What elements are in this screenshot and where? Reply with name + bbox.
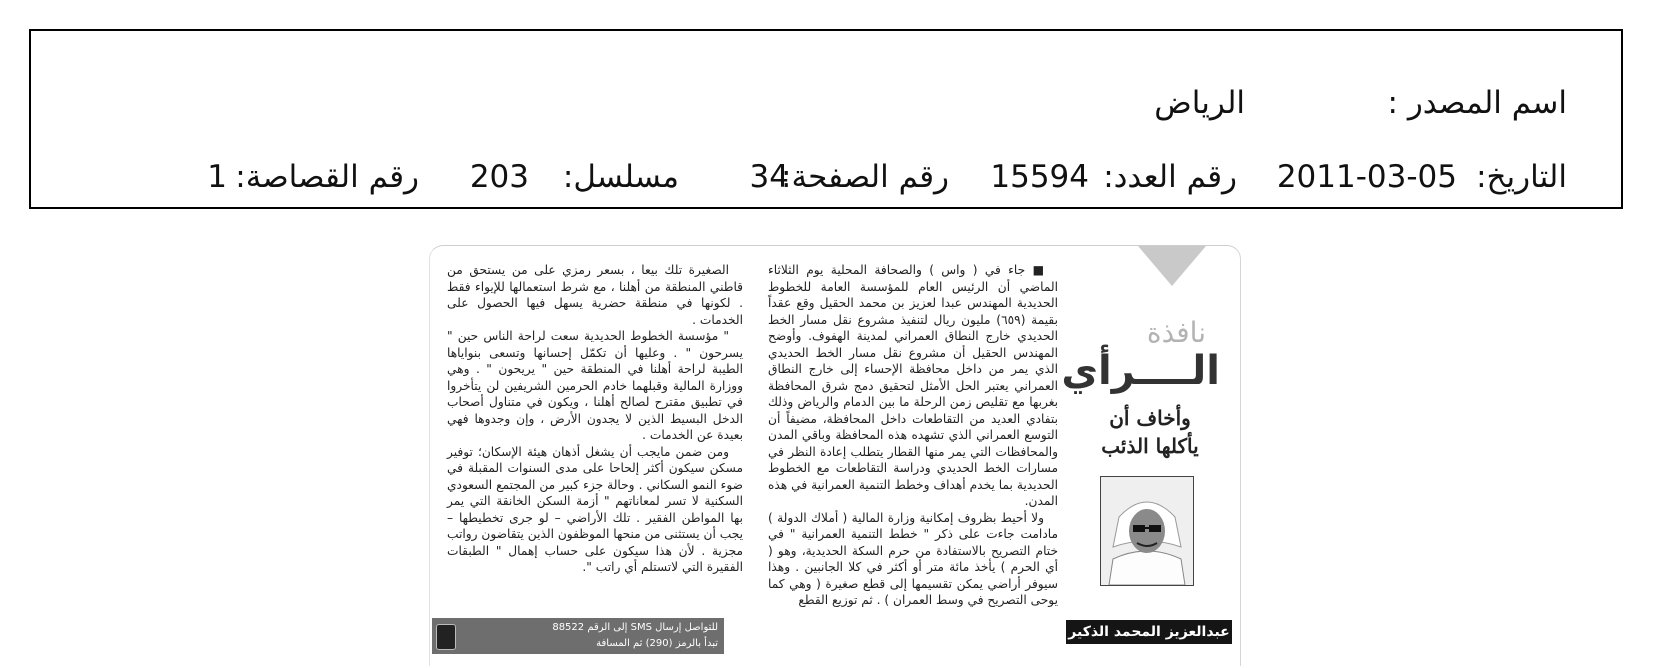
- serial-value: 203: [469, 159, 529, 195]
- paragraph: ولا أحيط بظروف إمكانية وزارة المالية ( أملاك الدولة ) مادامت جاءت على ذكر " خطط التنمية العمرانية " في ختام التصريح بالاستفادة من حرم السكة الحديدية، وهو ( أي الحرم ) يأخذ مائة متر أو أكثر في كلا الجانبين . وهذا سيوفر أراضي يمكن تقسيمها إلى قطع صغيرة ( وهي كما يوحى التصريح في وسط العمران ) . ثم توزيع القطع: [768, 510, 1058, 607]
- author-portrait-illustration: [1101, 477, 1193, 585]
- source-label: اسم المصدر :: [1387, 85, 1567, 121]
- issue-label: رقم العدد:: [1103, 159, 1237, 195]
- section-label-small: نافذة: [1146, 316, 1206, 349]
- column-sidebar: [1060, 246, 1240, 666]
- paragraph: ■ جاء في ( واس ) والصحافة المحلية يوم الثلاثاء الماضي أن الرئيس العام للمؤسسة العامة للخطوط الحديدية المهندس عبدا لعزيز بن محمد الحقيل وقع عقداً بقيمة (٦٥٩) مليون ريال لتنفيذ مشروع نقل مسار الخط الحديدي خارج النطاق العمراني لمدينة الهفوف. وأوضح المهندس الحقيل أن مشروع نقل مسار الخط الحديدي الذي يمر من داخل محافظة الإحساء إلى خارج النطاق العمراني يعتبر الحل الأمثل لتحقيق دمج شرق المحافظة بغربها مع تقليص زمن الرحلة ما بين الدمام والرياض وذلك بتفادي العديد من التقاطعات داخل المحافظة، مضيفاً أن التوسع العمراني الذي تشهده هذه المحافظة وباقي المدن والمحافظات التي يمر منها القطار يتطلب إعادة النظر في مسارات الخط الحديدي ودراسة التقاطعات مع الخطوط الحديدية بما يخدم أهداف وخطط التنمية العمرانية في هذه المدن.: [768, 263, 1058, 508]
- date-value: 2011-03-05: [1276, 159, 1457, 195]
- author-name: عبدالعزيز المحمد الذكير: [1066, 620, 1232, 644]
- date-label: التاريخ:: [1476, 159, 1567, 195]
- article-title: [1060, 404, 1240, 460]
- article-column-right: [768, 262, 1058, 609]
- article-title-line-1: وأخاف أن: [1109, 406, 1191, 430]
- newspaper-clipping: [429, 245, 1241, 666]
- article-column-left: [447, 262, 743, 576]
- author-photo: [1100, 476, 1194, 586]
- triangle-ornament: [1138, 246, 1206, 286]
- sms-line-2: تبدأ بالرمز (290) ثم المسافة: [596, 638, 718, 649]
- source-value: الرياض: [1154, 85, 1245, 121]
- section-label-big: الــــرأي: [1061, 348, 1220, 394]
- sms-contact-box: [432, 618, 724, 654]
- page-label: رقم الصفحة:: [781, 159, 949, 195]
- mobile-phone-icon: [436, 624, 456, 650]
- issue-value: 15594: [990, 159, 1089, 195]
- article-title-line-2: يأكلها الذئب: [1101, 434, 1199, 458]
- paragraph: ومن ضمن مايجب أن يشغل أذهان هيئة الإسكان؛ توفير مسكن سيكون أكثر إلحاحا على مدى السنوات المقبلة في ضوء النمو السكاني . وحالة جزء كبير من المجتمع السعودي السكنية لا تسر لمعاناتهم " أزمة السكن الخانقة التي يمر بها المواطن الفقير . تلك الأراضي – لو جرى تخطيطها – يجب أن يستثنى من منحها الموظفون الذين يتقاضون رواتب مجزية . لأن هذا سيكون على حساب إهمال " الطبقات الفقيرة التي لاتستلم أي راتب ".: [447, 444, 743, 574]
- clip-number-value: 1: [207, 159, 227, 195]
- page-value: 34: [749, 159, 789, 195]
- sms-line-1: للتواصل إرسال SMS إلى الرقم 88522: [552, 622, 718, 633]
- serial-label: مسلسل:: [562, 159, 679, 195]
- clip-number-label: رقم القصاصة:: [235, 159, 419, 195]
- clipping-info-box: [29, 29, 1623, 209]
- paragraph: الصغيرة تلك بيعا ، بسعر رمزي على من يستحق من قاطني المنطقة من أهلنا ، مع شرط استعمالها للإيواء فقط . لكونها في منطقة حضرية يسهل فيها الحصول على الخدمات .: [447, 263, 743, 327]
- paragraph: " مؤسسة الخطوط الحديدية سعت لراحة الناس حين " يسرحون " . وعليها أن تكمّل إحسانها وتسعى بنواياها الطيبة لراحة أهلنا في المنطقة حين " يريحون " . وهي ووزارة المالية وقبلهما خادم الحرمين الشريفين لن يتأخروا في تطبيق مقترح لصالح أهلنا ، ويكون في متناول أصحاب الدخل البسيط الذين لا يجدون الأرض ، وإن وجدوها فهي بعيدة عن الخدمات .: [447, 329, 743, 442]
